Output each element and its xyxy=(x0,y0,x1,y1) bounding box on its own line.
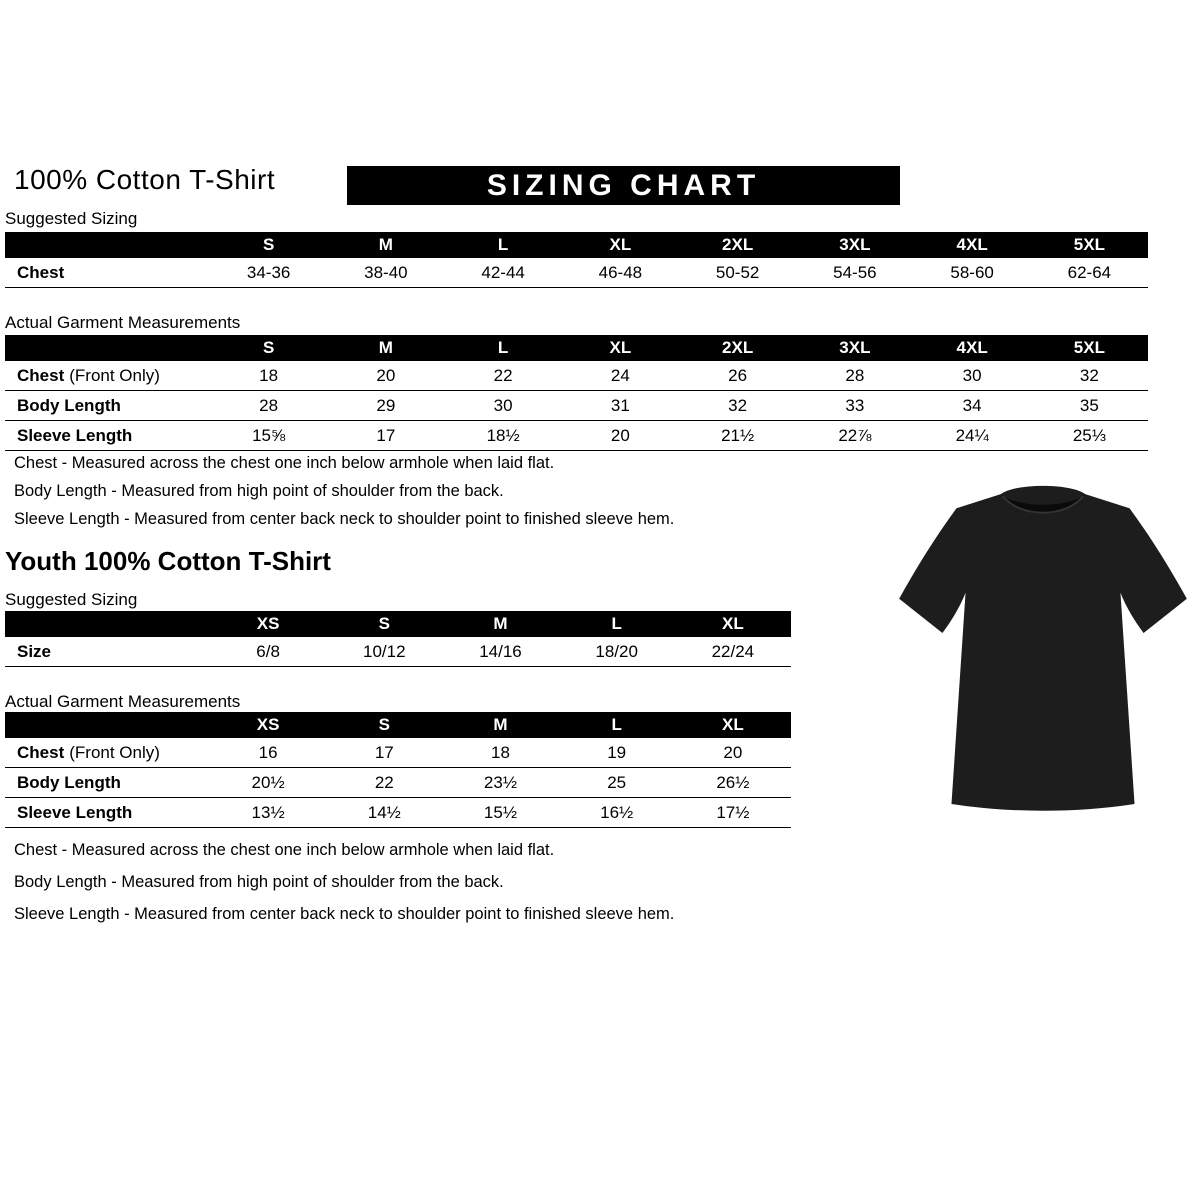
value-cell: 35 xyxy=(1031,391,1148,421)
row-label-text: Body Length xyxy=(17,395,121,415)
tshirt-body xyxy=(899,486,1187,811)
row-label xyxy=(5,361,210,391)
value-cell: 17 xyxy=(326,738,442,768)
value-cell: 18 xyxy=(210,361,327,391)
youth-suggested-caption: Suggested Sizing xyxy=(5,590,138,609)
value-cell: 31 xyxy=(562,391,679,421)
value-cell: 17 xyxy=(327,421,444,451)
value-cell: 19 xyxy=(559,738,675,768)
row-label xyxy=(5,798,210,828)
value-cell: 22 xyxy=(326,768,442,798)
table-row xyxy=(5,391,1148,421)
size-header: XS xyxy=(210,611,326,637)
value-cell: 23½ xyxy=(442,768,558,798)
value-cell: 30 xyxy=(445,391,562,421)
value-cell: 15½ xyxy=(442,798,558,828)
header-row xyxy=(5,335,1148,361)
size-header: 5XL xyxy=(1031,232,1148,258)
value-cell: 29 xyxy=(327,391,444,421)
size-header: L xyxy=(445,335,562,361)
youth-section-title: Youth 100% Cotton T-Shirt xyxy=(5,546,331,576)
note-chest: Chest - Measured across the chest one inch below armhole when laid flat. xyxy=(14,454,555,472)
size-header: 5XL xyxy=(1031,335,1148,361)
value-cell: 25 xyxy=(559,768,675,798)
header-row xyxy=(5,611,791,637)
table-row xyxy=(5,738,791,768)
row-label xyxy=(5,637,210,667)
row-label xyxy=(5,768,210,798)
size-header: L xyxy=(559,611,675,637)
youth-garment-table xyxy=(5,712,791,828)
row-label xyxy=(5,258,210,288)
row-label-suffix: (Front Only) xyxy=(69,365,160,385)
page-title: 100% Cotton T-Shirt xyxy=(14,164,276,195)
size-header: M xyxy=(442,611,558,637)
value-cell: 20 xyxy=(562,421,679,451)
size-header: S xyxy=(210,335,327,361)
adult-suggested-table xyxy=(5,232,1148,288)
size-header: 3XL xyxy=(796,232,913,258)
value-cell: 58-60 xyxy=(914,258,1031,288)
tshirt-image xyxy=(896,470,1190,814)
value-cell: 21½ xyxy=(679,421,796,451)
size-header: XL xyxy=(675,712,791,738)
row-label-text: Chest xyxy=(17,742,65,762)
value-cell: 34 xyxy=(914,391,1031,421)
value-cell: 24¼ xyxy=(914,421,1031,451)
blank-header-cell xyxy=(5,611,210,637)
size-header: 2XL xyxy=(679,335,796,361)
value-cell: 28 xyxy=(210,391,327,421)
size-header: L xyxy=(445,232,562,258)
note-body-length: Body Length - Measured from high point of shoulder from the back. xyxy=(14,873,504,891)
value-cell: 10/12 xyxy=(326,637,442,667)
size-header: XS xyxy=(210,712,326,738)
blank-header-cell xyxy=(5,232,210,258)
size-header: L xyxy=(559,712,675,738)
value-cell: 22/24 xyxy=(675,637,791,667)
value-cell: 54-56 xyxy=(796,258,913,288)
value-cell: 14½ xyxy=(326,798,442,828)
size-header: XL xyxy=(562,232,679,258)
table-row xyxy=(5,768,791,798)
adult-suggested-caption: Suggested Sizing xyxy=(5,209,138,228)
value-cell: 46-48 xyxy=(562,258,679,288)
size-header: M xyxy=(327,335,444,361)
adult-garment-table xyxy=(5,335,1148,451)
value-cell: 14/16 xyxy=(442,637,558,667)
value-cell: 25⅓ xyxy=(1031,421,1148,451)
value-cell: 16 xyxy=(210,738,326,768)
size-header: S xyxy=(326,712,442,738)
value-cell: 33 xyxy=(796,391,913,421)
size-header: XL xyxy=(675,611,791,637)
row-label-suffix: (Front Only) xyxy=(69,742,160,762)
value-cell: 50-52 xyxy=(679,258,796,288)
value-cell: 16½ xyxy=(559,798,675,828)
sizing-chart-banner: SIZING CHART xyxy=(347,166,900,205)
adult-measurement-notes xyxy=(14,454,674,538)
value-cell: 6/8 xyxy=(210,637,326,667)
blank-header-cell xyxy=(5,335,210,361)
note-sleeve-length: Sleeve Length - Measured from center back neck to shoulder point to finished sleeve hem. xyxy=(14,905,675,923)
value-cell: 26½ xyxy=(675,768,791,798)
table-row xyxy=(5,361,1148,391)
size-header: S xyxy=(326,611,442,637)
row-label-text: Sleeve Length xyxy=(17,802,133,822)
header-row xyxy=(5,232,1148,258)
size-header: 4XL xyxy=(914,232,1031,258)
value-cell: 13½ xyxy=(210,798,326,828)
value-cell: 42-44 xyxy=(445,258,562,288)
youth-suggested-table xyxy=(5,611,791,667)
value-cell: 20 xyxy=(675,738,791,768)
size-header: M xyxy=(327,232,444,258)
youth-garment-caption: Actual Garment Measurements xyxy=(5,692,241,711)
value-cell: 20 xyxy=(327,361,444,391)
note-chest: Chest - Measured across the chest one inch below armhole when laid flat. xyxy=(14,841,555,859)
youth-measurement-notes xyxy=(14,841,674,937)
value-cell: 30 xyxy=(914,361,1031,391)
value-cell: 18½ xyxy=(445,421,562,451)
value-cell: 32 xyxy=(679,391,796,421)
blank-header-cell xyxy=(5,712,210,738)
value-cell: 24 xyxy=(562,361,679,391)
table-row xyxy=(5,421,1148,451)
value-cell: 22 xyxy=(445,361,562,391)
row-label xyxy=(5,421,210,451)
size-header: 4XL xyxy=(914,335,1031,361)
value-cell: 32 xyxy=(1031,361,1148,391)
value-cell: 26 xyxy=(679,361,796,391)
size-header: XL xyxy=(562,335,679,361)
value-cell: 62-64 xyxy=(1031,258,1148,288)
row-label-text: Chest xyxy=(17,262,65,282)
row-label-text: Size xyxy=(17,641,52,661)
size-header: M xyxy=(442,712,558,738)
row-label-text: Sleeve Length xyxy=(17,425,133,445)
size-header: 2XL xyxy=(679,232,796,258)
value-cell: 34-36 xyxy=(210,258,327,288)
table-row xyxy=(5,798,791,828)
value-cell: 17½ xyxy=(675,798,791,828)
table-row xyxy=(5,637,791,667)
value-cell: 38-40 xyxy=(327,258,444,288)
row-label-text: Chest xyxy=(17,365,65,385)
row-label xyxy=(5,738,210,768)
value-cell: 15⅝ xyxy=(210,421,327,451)
note-sleeve-length: Sleeve Length - Measured from center back neck to shoulder point to finished sleeve hem. xyxy=(14,510,675,528)
value-cell: 28 xyxy=(796,361,913,391)
row-label xyxy=(5,391,210,421)
value-cell: 18 xyxy=(442,738,558,768)
value-cell: 20½ xyxy=(210,768,326,798)
size-header: 3XL xyxy=(796,335,913,361)
size-header: S xyxy=(210,232,327,258)
value-cell: 18/20 xyxy=(559,637,675,667)
row-label-text: Body Length xyxy=(17,772,121,792)
value-cell: 22⅞ xyxy=(796,421,913,451)
note-body-length: Body Length - Measured from high point of shoulder from the back. xyxy=(14,482,504,500)
table-row xyxy=(5,258,1148,288)
header-row xyxy=(5,712,791,738)
adult-garment-caption: Actual Garment Measurements xyxy=(5,313,241,332)
